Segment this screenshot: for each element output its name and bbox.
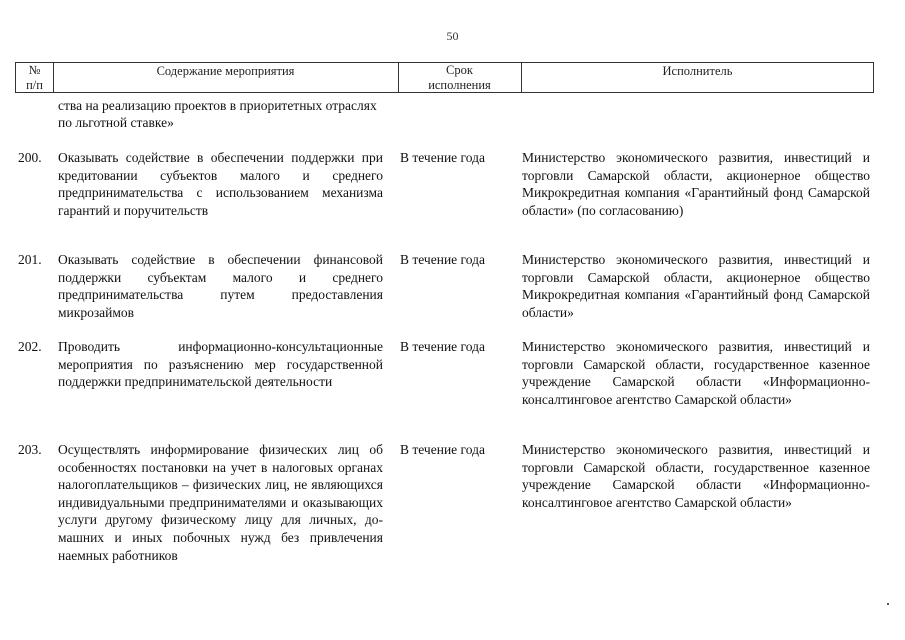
row-content: Проводить информационно-консультационные мероприятия по разъяснению мер государственной поддержки предпринимательской деятельности bbox=[58, 339, 383, 390]
header-term: Срок исполнения bbox=[428, 63, 491, 92]
row-number: 202. bbox=[18, 339, 42, 354]
row-number: 201. bbox=[18, 252, 42, 267]
header-executor: Исполнитель bbox=[662, 64, 733, 78]
row-executor: Министерство экономического развития, инвестиций и торговли Самарской области, акционерное общество Микрокредитная компания «Гарантийный фонд Самарской области» bbox=[522, 252, 870, 320]
header-num: № п/п bbox=[26, 63, 43, 92]
row-executor: Министерство экономического развития, инвестиций и торговли Самарской области, государственное казенное учреждение Самарской области «Информационно-консалтинговое агентство Самарской области» bbox=[522, 339, 870, 407]
header-content: Содержание мероприятия bbox=[156, 64, 295, 78]
row-number: 203. bbox=[18, 442, 42, 457]
scan-speck bbox=[887, 603, 889, 605]
row-content: Оказывать содействие в обеспечении финансовой поддержки субъектам малого и среднего предпринимательства путем предоставления микрозаймов bbox=[58, 252, 383, 320]
row-content: Осуществлять информирование физических лиц об особенностях постановки на учет в налоговых органах налогоплательщиков – физических лиц, не являющихся индивидуальными предпринимателями и оказывающих услуги другому физическому лицу для личных, домашних и иных побочных нужд без привлечения наемных работников bbox=[58, 442, 383, 563]
continuation-text: ства на реализацию проектов в приоритетных отраслях по льготной ставке» bbox=[58, 98, 377, 130]
row-number: 200. bbox=[18, 150, 42, 165]
row-term: В течение года bbox=[400, 442, 485, 457]
page-number: 50 bbox=[446, 29, 459, 43]
table-header bbox=[15, 62, 874, 93]
row-executor: Министерство экономического развития, инвестиций и торговли Самарской области, акционерное общество Микрокредитная компания «Гарантийный фонд Самарской области» (по согласованию) bbox=[522, 150, 870, 218]
row-term: В течение года bbox=[400, 252, 485, 267]
row-term: В течение года bbox=[400, 150, 485, 165]
row-content: Оказывать содействие в обеспечении поддержки при кредитовании субъектов малого и среднего предпринимательства с использованием механизма гарантий и поручительств bbox=[58, 150, 383, 218]
row-executor: Министерство экономического развития, инвестиций и торговли Самарской области, государственное казенное учреждение Самарской области «Информационно-консалтинговое агентство Самарской области» bbox=[522, 442, 870, 510]
row-term: В течение года bbox=[400, 339, 485, 354]
